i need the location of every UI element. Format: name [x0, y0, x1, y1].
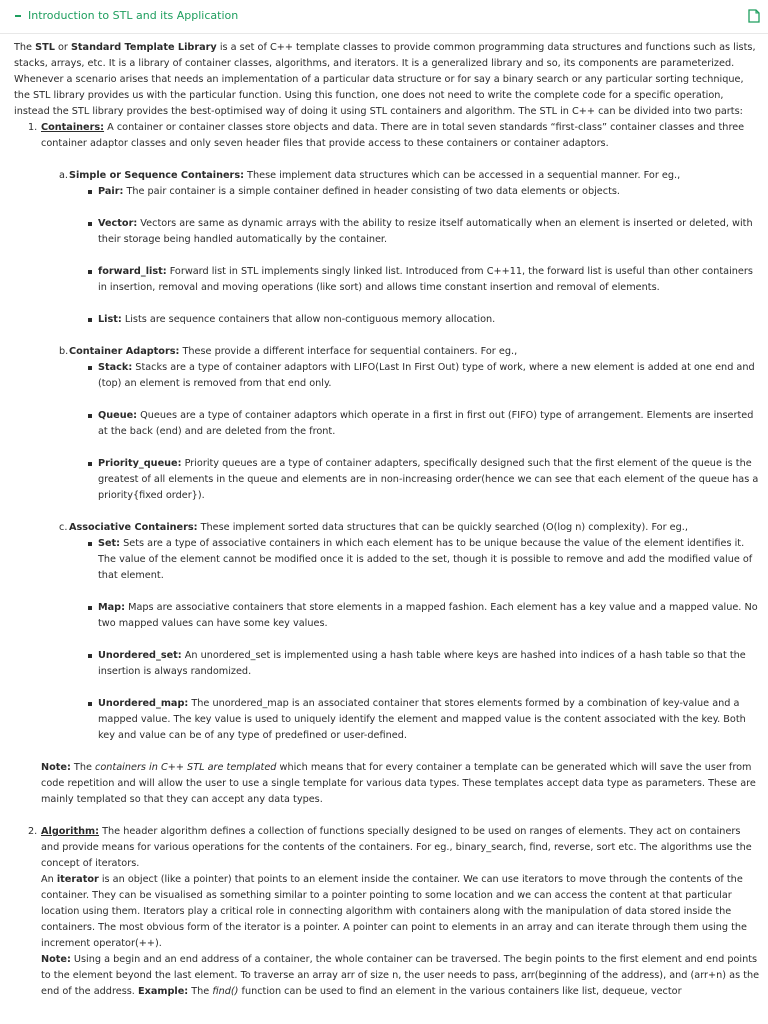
- sub-letter: b.: [59, 346, 69, 357]
- bullet-item: Priority_queue: Priority queues are a type of container adapters, specifically designed such that the first element of the queue is the greatest of all elements in the queue and elements are in non-increasing order(hence we can see that each element of the queue has a priority{fixed order}).: [14, 456, 760, 504]
- bullet-item: Vector: Vectors are same as dynamic arrays with the ability to resize itself automatically when an element is inserted or deleted, with their storage being handled automatically by the container.: [14, 216, 760, 248]
- containers-label: Containers:: [41, 122, 105, 133]
- bullet-icon: [88, 222, 92, 226]
- sub-item-adaptors: b. Container Adaptors: These provide a different interface for sequential containers. For eg.,: [14, 344, 760, 360]
- containers-note: Note: The containers in C++ STL are templated which means that for every container a template can be generated which will save the user from code repetition and will allow the user to use a single template for various data types. These templates accept data type as parameters. These are mainly templated so that they can accept any data types.: [41, 762, 756, 805]
- sub-item-associative: c. Associative Containers: These implement sorted data structures that can be quickly searched (O(log n) complexity). For eg.,: [14, 520, 760, 536]
- bullet-icon: [88, 414, 92, 418]
- bullet-icon: [88, 190, 92, 194]
- bullet-item: Pair: The pair container is a simple container defined in header consisting of two data elements or objects.: [14, 184, 760, 200]
- bullet-icon: [88, 366, 92, 370]
- bullet-icon: [88, 462, 92, 466]
- algorithm-note: Note: Using a begin and an end address of a container, the whole container can be traversed. The begin points to the first element and end points to the element beyond the last element. To traverse an array arr of size n, the user needs to pass, arr(beginning of the address), and (arr+n) as the end of the address. Example: The find() function can be used to find an element in the various containers like list, dequeue, vector: [41, 954, 760, 997]
- article-content: [14, 40, 760, 1000]
- sub-letter: a.: [59, 170, 69, 181]
- bullet-item: Set: Sets are a type of associative containers in which each element has to be unique because the value of the element identifies it. The value of the element cannot be modified once it is added to the set, though it is possible to remove and add the modified value of that element.: [14, 536, 760, 584]
- algorithm-label: Algorithm:: [41, 826, 100, 837]
- bullet-item: Map: Maps are associative containers that store elements in a mapped fashion. Each element has a key value and a mapped value. No two mapped values can have some key values.: [14, 600, 760, 632]
- document-icon[interactable]: [748, 9, 760, 23]
- section-header: [0, 0, 768, 34]
- list-number: 2.: [28, 826, 38, 837]
- bullet-item: List: Lists are sequence containers that allow non-contiguous memory allocation.: [14, 312, 760, 328]
- bullet-icon: [88, 270, 92, 274]
- bullet-icon: [88, 606, 92, 610]
- sub-letter: c.: [59, 522, 68, 533]
- bullet-item: Unordered_set: An unordered_set is implemented using a hash table where keys are hashed into indices of a hash table so that the insertion is always randomized.: [14, 648, 760, 680]
- bullet-item: Stack: Stacks are a type of container adaptors with LIFO(Last In First Out) type of work, where a new element is added at one end and (top) an element is removed from that end only.: [14, 360, 760, 392]
- sub-item-sequence: a. Simple or Sequence Containers: These implement data structures which can be accessed in a sequential manner. For eg.,: [14, 168, 760, 184]
- bullet-item: forward_list: Forward list in STL implements singly linked list. Introduced from C++11, the forward list is useful than other containers in insertion, removal and moving operations (like sort) and allows time constant insertion and removal of elements.: [14, 264, 760, 296]
- bullet-icon: [88, 542, 92, 546]
- bullet-item: Queue: Queues are a type of container adaptors which operate in a first in first out (FIFO) type of arrangement. Elements are inserted at the back (end) and are deleted from the front.: [14, 408, 760, 440]
- list-number: 1.: [28, 122, 38, 133]
- list-item-algorithm: 2. Algorithm: The header algorithm defines a collection of functions specially designed to be used on ranges of elements. They act on containers and provide means for various operations for the contents of the containers. For eg., binary_search, find, reverse, sort etc. The algorithms use the concept of iterators.: [28, 826, 752, 869]
- iterator-paragraph: An iterator is an object (like a pointer) that points to an element inside the container. We can use iterators to move through the contents of the container. They can be visualised as something similar to a pointer pointing to some location and we can access the content at that particular location using them. Iterators play a critical role in connecting algorithm with containers along with the manipulation of data stored inside the containers. The most obvious form of the iterator is a pointer. A pointer can point to elements in an array and can iterate through them using the increment operator(++).: [41, 874, 747, 949]
- section-title[interactable]: Introduction to STL and its Application: [28, 9, 239, 22]
- bullet-item: Unordered_map: The unordered_map is an associated container that stores elements formed by a combination of key-value and a mapped value. The key value is used to uniquely identify the element and mapped value is the content associated with the key. Both key and value can be of any type of predefined or user-defined.: [14, 696, 760, 744]
- collapse-icon[interactable]: [15, 15, 21, 17]
- bullet-icon: [88, 654, 92, 658]
- bullet-icon: [88, 318, 92, 322]
- intro-paragraph: The STL or Standard Template Library is a set of C++ template classes to provide common programming data structures and functions such as lists, stacks, arrays, etc. It is a library of container classes, algorithms, and iterators. It is a generalized library and so, its components are parameterized. Whenever a scenario arises that needs an implementation of a particular data structure or for say a binary search or any particular sorting technique, the STL library provides us with the particular function. Using this function, one does not need to write the complete code for a specific operation, instead the STL library provides the best-optimised way of doing it using STL containers and algorithm. The STL in C++ can be divided into two parts:: [14, 42, 756, 117]
- bullet-icon: [88, 702, 92, 706]
- list-item-containers: 1. Containers: A container or container classes store objects and data. There are in total seven standards “first-class” container classes and three container adaptor classes and only seven header files that provide access to these containers or container adaptors.: [28, 122, 745, 149]
